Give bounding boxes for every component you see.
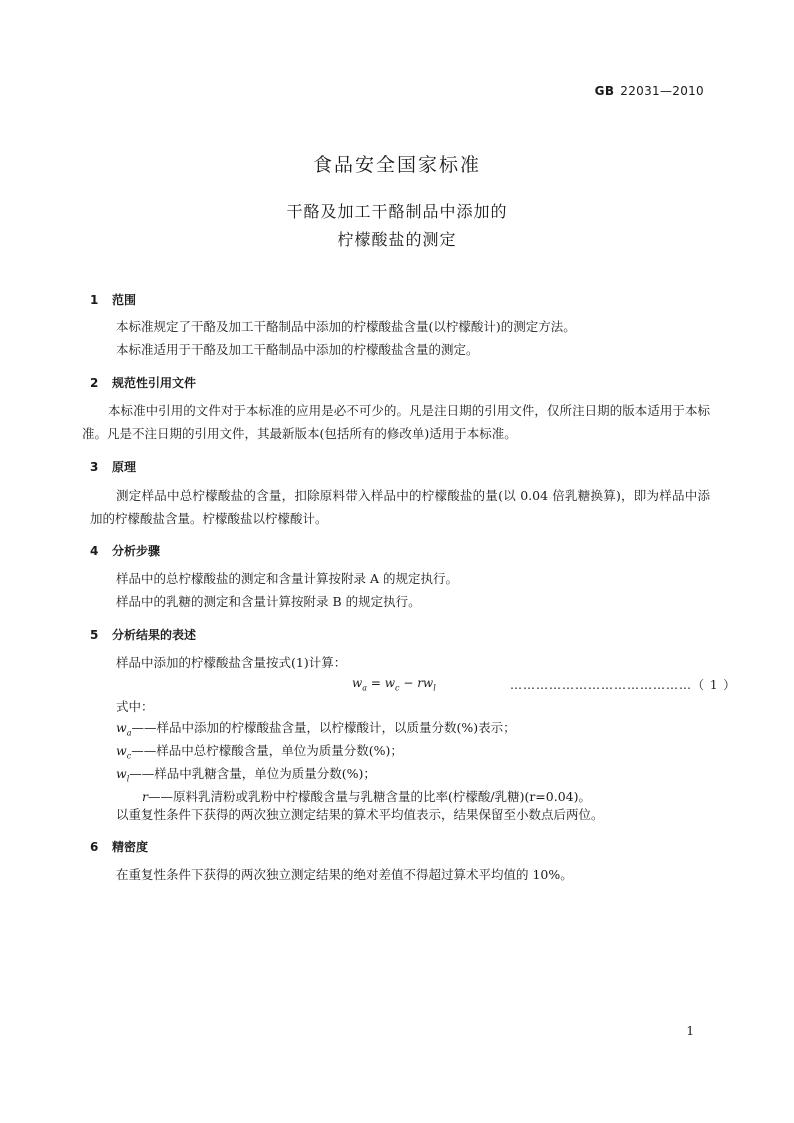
section-6-line-1: 在重复性条件下获得的两次独立测定结果的绝对差值不得超过算术平均值的 10%。 [116,867,573,882]
where-label: 式中： [116,699,154,714]
symbol-wa: $w_a$ [116,720,132,738]
document-subtitle-line-1: 干酪及加工干酪制品中添加的 [286,202,508,221]
section-heading-3: 3 原理 [90,460,137,474]
document-subtitle-line-2: 柠檬酸盐的测定 [337,230,457,249]
section-heading-4: 4 分析步骤 [90,544,161,558]
definition-r: r——原料乳清粉或乳粉中柠檬酸含量与乳糖含量的比率(柠檬酸/乳糖)(r=0.04)。 [142,789,591,804]
section-3-paragraph: 测定样品中总柠檬酸盐的含量，扣除原料带入样品中的柠檬酸盐的量(以 0.04 倍乳糖换算)，即为样品中添加的柠檬酸盐含量。柠檬酸盐以柠檬酸计。 [90,488,710,526]
standard-code [595,84,704,98]
section-5-closing: 以重复性条件下获得的两次独立测定结果的算术平均值表示，结果保留至小数点后两位。 [116,807,604,822]
section-4-line-1: 样品中的总柠檬酸盐的测定和含量计算按附录 A 的规定执行。 [116,571,458,586]
standard-code-number: 22031—2010 [620,84,704,98]
section-heading-1: 1 范围 [90,293,137,307]
section-heading-2: 2 规范性引用文件 [90,376,197,390]
section-heading-5: 5 分析结果的表述 [90,628,197,642]
section-1-line-2: 本标准适用于干酪及加工干酪制品中添加的柠檬酸盐含量的测定。 [116,342,479,357]
section-5-intro: 样品中添加的柠檬酸盐含量按式(1)计算： [116,655,347,670]
standard-code-prefix: GB [594,84,615,98]
equation-number: ……………………………………（ 1 ） [510,678,737,692]
symbol-wl: $w_l$ [116,766,130,784]
section-1-line-1: 本标准规定了干酪及加工干酪制品中添加的柠檬酸盐含量(以柠檬酸计)的测定方法。 [116,319,576,334]
section-4-line-2: 样品中的乳糖的测定和含量计算按附录 B 的规定执行。 [116,594,421,609]
formula: $w_a = w_c - rw_l$ [352,676,436,693]
definition-wc: $w_c——$样品中总柠檬酸含量，单位为质量分数(%)； [116,743,403,761]
section-heading-6: 6 精密度 [90,840,149,854]
definition-wl: $w_l——$样品中乳糖含量，单位为质量分数(%)； [116,766,376,784]
definition-wa: $w_a——$样品中添加的柠檬酸盐含量，以柠檬酸计，以质量分数(%)表示； [116,720,516,738]
symbol-r: r [142,789,148,804]
section-2-paragraph: 本标准中引用的文件对于本标准的应用是必不可少的。凡是注日期的引用文件，仅所注日期的版本适用于本标准。凡是不注日期的引用文件，其最新版本(包括所有的修改单)适用于本标准。 [82,403,710,441]
symbol-wc: $w_c$ [116,743,132,761]
page-number: 1 [686,1024,694,1038]
document-title: 食品安全国家标准 [312,154,481,176]
